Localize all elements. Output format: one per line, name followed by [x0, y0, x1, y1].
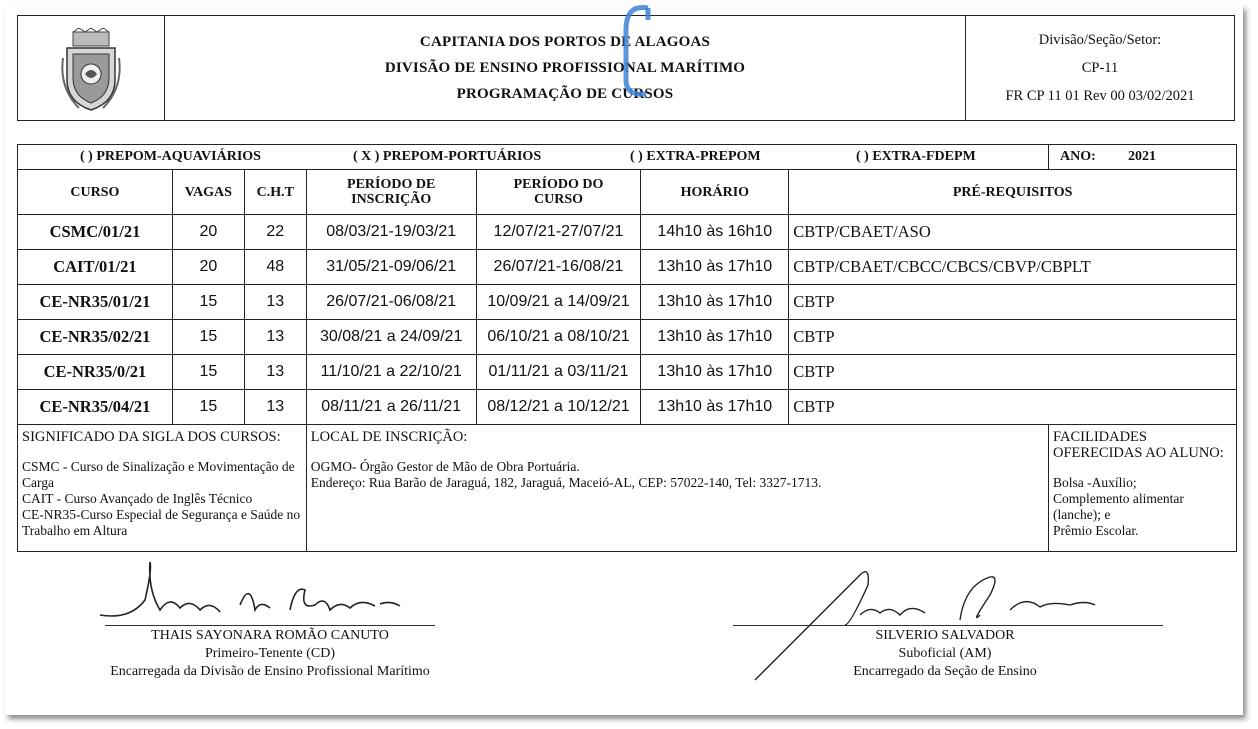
cell-periodo: 10/09/21 a 14/09/21: [476, 285, 641, 320]
cell-vagas: 15: [172, 390, 244, 425]
col-vagas: VAGAS: [172, 170, 244, 215]
header-line-1: CAPITANIA DOS PORTOS DE ALAGOAS: [419, 34, 711, 50]
year-value: 2021: [1128, 149, 1156, 164]
info-row: [18, 425, 1237, 552]
cell-vagas: 20: [172, 250, 244, 285]
cell-horario: 13h10 às 17h10: [641, 355, 789, 390]
col-periodo-inscricao: [306, 170, 476, 215]
cell-curso: CAIT/01/21: [18, 250, 173, 285]
cell-horario: 14h10 às 16h10: [641, 215, 789, 250]
local-ogmo: OGMO- Órgão Gestor de Mão de Obra Portuária.: [310, 459, 580, 474]
cell-inscricao: 11/10/21 a 22/10/21: [306, 355, 476, 390]
option-prepom-portuarios: ( X ) PREPOM-PORTUÁRIOS: [353, 149, 542, 164]
col-periodo-inscricao-line2: INSCRIÇÃO: [351, 192, 432, 207]
cell-periodo: 26/07/21-16/08/21: [476, 250, 641, 285]
cell-periodo: 12/07/21-27/07/21: [476, 215, 641, 250]
col-periodo-inscricao-line1: PERÍODO DE: [347, 177, 436, 192]
cell-cht: 13: [244, 355, 306, 390]
cell-curso: CE-NR35/04/21: [18, 390, 173, 425]
year-label: ANO:: [1060, 149, 1096, 164]
cell-requisitos: CBTP: [789, 355, 1237, 390]
division-label: Divisão/Seção/Setor:: [1038, 32, 1162, 48]
facilidade-premio: Prêmio Escolar.: [1053, 523, 1139, 538]
cell-horario: 13h10 às 17h10: [641, 390, 789, 425]
sigla-cenr35: CE-NR35-Curso Especial de Segurança e Saúde no Trabalho em Altura: [22, 507, 301, 538]
cell-cht: 22: [244, 215, 306, 250]
col-pre-requisitos: PRÉ-REQUISITOS: [789, 170, 1237, 215]
signature-thais: [90, 560, 420, 630]
cell-curso: CE-NR35/0/21: [18, 355, 173, 390]
division-value: CP-11: [1081, 60, 1119, 76]
header-line-2: DIVISÃO DE ENSINO PROFISSIONAL MARÍTIMO: [384, 60, 746, 76]
option-prepom-aquaviarios: ( ) PREPOM-AQUAVIÁRIOS: [80, 149, 261, 164]
text-cursor-icon: [618, 0, 658, 100]
option-extra-prepom: ( ) EXTRA-PREPOM: [630, 149, 761, 164]
program-options: [18, 145, 1237, 170]
cell-vagas: 15: [172, 320, 244, 355]
cell-curso: CSMC/01/21: [18, 215, 173, 250]
table-row: [18, 250, 1237, 285]
facilidade-lanche: Complemento alimentar (lanche); e: [1053, 491, 1184, 522]
cell-horario: 13h10 às 17h10: [641, 320, 789, 355]
local-endereco: Endereço: Rua Barão de Jaraguá, 182, Jaraguá, Maceió-AL, CEP: 57022-140, Tel: 3327-1713.: [310, 475, 822, 490]
local-title: LOCAL DE INSCRIÇÃO:: [310, 429, 468, 445]
header-title-cell: [165, 16, 966, 121]
signatory-right-role: Encarregado da Seção de Ensino: [853, 664, 1037, 679]
cell-curso: CE-NR35/01/21: [18, 285, 173, 320]
col-horario: HORÁRIO: [641, 170, 789, 215]
col-periodo-curso-line1: PERÍODO DO: [513, 177, 604, 192]
cell-periodo: 08/12/21 a 10/12/21: [476, 390, 641, 425]
signatory-left-role: Encarregada da Divisão de Ensino Profissional Marítimo: [110, 664, 430, 679]
cell-cht: 13: [244, 285, 306, 320]
cell-inscricao: 08/03/21-19/03/21: [306, 215, 476, 250]
signatory-left-name: THAIS SAYONARA ROMÃO CANUTO: [151, 628, 389, 643]
col-periodo-curso-line2: CURSO: [533, 192, 583, 207]
col-periodo-curso: [476, 170, 641, 215]
sigla-cait: CAIT - Curso Avançado de Inglês Técnico: [22, 491, 253, 506]
signatory-right: [745, 627, 1145, 681]
cell-vagas: 20: [172, 215, 244, 250]
table-row: [18, 320, 1237, 355]
signature-line-right: [733, 625, 1163, 626]
cell-inscricao: 26/07/21-06/08/21: [306, 285, 476, 320]
col-cht: C.H.T: [244, 170, 306, 215]
facilidades-cell: [1049, 425, 1237, 552]
table-header-row: [18, 170, 1237, 215]
table-row: [18, 390, 1237, 425]
cell-requisitos: CBTP/CBAET/CBCC/CBCS/CBVP/CBPLT: [789, 250, 1237, 285]
table-row: [18, 215, 1237, 250]
cell-curso: CE-NR35/02/21: [18, 320, 173, 355]
col-curso: CURSO: [18, 170, 173, 215]
signatory-left: [45, 627, 495, 681]
cell-requisitos: CBTP/CBAET/ASO: [789, 215, 1237, 250]
cell-horario: 13h10 às 17h10: [641, 285, 789, 320]
cell-periodo: 06/10/21 a 08/10/21: [476, 320, 641, 355]
document-page: [5, 5, 1243, 715]
cell-cht: 13: [244, 320, 306, 355]
program-options-row: [18, 145, 1237, 170]
sigla-title: SIGNIFICADO DA SIGLA DOS CURSOS:: [22, 429, 281, 445]
cell-cht: 13: [244, 390, 306, 425]
cell-inscricao: 08/11/21 a 26/11/21: [306, 390, 476, 425]
cell-inscricao: 31/05/21-09/06/21: [306, 250, 476, 285]
header-line-3: PROGRAMAÇÃO DE CURSOS: [456, 86, 674, 102]
cell-requisitos: CBTP: [789, 390, 1237, 425]
sigla-cell: [18, 425, 307, 552]
cell-requisitos: CBTP: [789, 285, 1237, 320]
navy-crest-icon: [59, 28, 123, 114]
course-table: [17, 144, 1237, 552]
cell-periodo: 01/11/21 a 03/11/21: [476, 355, 641, 390]
crest-cell: [18, 16, 165, 121]
cell-vagas: 15: [172, 285, 244, 320]
facilidade-bolsa: Bolsa -Auxílio;: [1053, 475, 1137, 490]
signatory-left-rank: Primeiro-Tenente (CD): [204, 646, 336, 661]
table-row: [18, 285, 1237, 320]
facilidades-title: FACILIDADES OFERECIDAS AO ALUNO:: [1053, 429, 1224, 461]
cell-cht: 48: [244, 250, 306, 285]
cell-inscricao: 30/08/21 a 24/09/21: [306, 320, 476, 355]
form-reference: FR CP 11 01 Rev 00 03/02/2021: [1005, 88, 1195, 104]
cell-vagas: 15: [172, 355, 244, 390]
local-cell: [306, 425, 1048, 552]
signatory-right-name: SILVERIO SALVADOR: [875, 628, 1015, 643]
signatory-right-rank: Suboficial (AM): [898, 646, 992, 661]
cell-horario: 13h10 às 17h10: [641, 250, 789, 285]
year-divider: [1048, 145, 1049, 169]
cell-requisitos: CBTP: [789, 320, 1237, 355]
table-row: [18, 355, 1237, 390]
signature-line-left: [105, 625, 435, 626]
header-ref-cell: [966, 16, 1235, 121]
sigla-csmc: CSMC - Curso de Sinalização e Movimentação de Carga: [22, 459, 295, 490]
option-extra-fdepm: ( ) EXTRA-FDEPM: [856, 149, 976, 164]
